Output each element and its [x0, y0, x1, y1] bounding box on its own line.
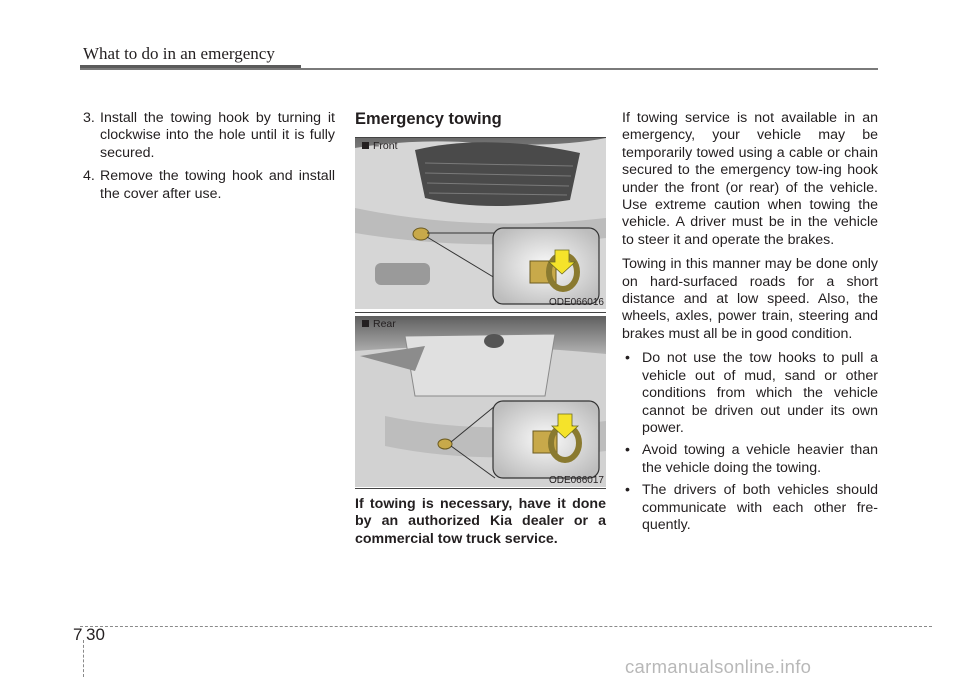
footer-dashed-rule	[80, 626, 932, 627]
bullet-text: Do not use the tow hooks to pull a vehicle out of mud, sand or other conditions from which the vehicle cannot be driven out under its own power.	[642, 350, 878, 436]
step-number: 3.	[83, 110, 95, 126]
figure-code: ODE066016	[548, 297, 604, 308]
figure-bottom-rule	[355, 488, 606, 489]
rear-tow-hook-figure	[355, 316, 606, 487]
bullet-text: The drivers of both vehicles should communicate with each other fre-quently.	[642, 482, 878, 533]
step-item	[80, 168, 335, 203]
bullet-item	[622, 442, 878, 477]
paragraph: Towing in this manner may be done only on hard-surfaced roads for a short distance and at low speed. Also, the wheels, axles, power train, steering and brakes must all be in good condition.	[622, 256, 878, 342]
step-text: Remove the towing hook and install the cover after use.	[100, 168, 335, 202]
left-column	[80, 110, 335, 209]
figure-label-rear	[362, 318, 396, 330]
page-number: 30	[86, 625, 105, 644]
square-bullet-icon	[362, 320, 369, 327]
square-bullet-icon	[362, 142, 369, 149]
figure-label-text: Rear	[373, 318, 396, 330]
footer-vertical-rule	[83, 640, 84, 677]
header-rule	[80, 68, 878, 70]
bullet-icon: •	[625, 482, 630, 499]
chapter-number: 7	[73, 625, 83, 644]
bullet-item	[622, 482, 878, 534]
towing-warning-note: If towing is necessary, have it done by an authorized Kia dealer or a commercial tow truck service.	[355, 496, 606, 547]
figure-label-text: Front	[373, 140, 398, 152]
watermark: carmanualsonline.info	[625, 656, 812, 677]
step-number: 4.	[83, 168, 95, 185]
bullet-icon: •	[625, 350, 630, 367]
step-item	[80, 110, 335, 162]
bullet-icon: •	[625, 442, 630, 459]
right-column	[622, 110, 878, 539]
bullet-item	[622, 350, 878, 437]
figure-code: ODE066017	[548, 475, 604, 486]
front-tow-hook-figure	[355, 138, 606, 309]
step-text: Install the towing hook by turning it clockwise into the hole until it is fully secured.	[100, 110, 335, 161]
paragraph: If towing service is not available in an emergency, your vehicle may be temporarily towed using a cable or chain secured to the emergency tow-ing hook under the front (or rear) of the vehicle. Use extreme caution when towing the vehicle. A driver must be in the vehicle to steer it and operate the brakes.	[622, 110, 878, 248]
figure-divider-rule	[355, 312, 606, 313]
bullet-text: Avoid towing a vehicle heavier than the vehicle doing the towing.	[642, 442, 878, 476]
page-header-title: What to do in an emergency	[83, 44, 275, 63]
front-car-illustration	[355, 138, 606, 309]
rear-car-illustration	[355, 316, 606, 487]
figure-label-front	[362, 140, 398, 152]
section-title: Emergency towing	[355, 110, 502, 128]
